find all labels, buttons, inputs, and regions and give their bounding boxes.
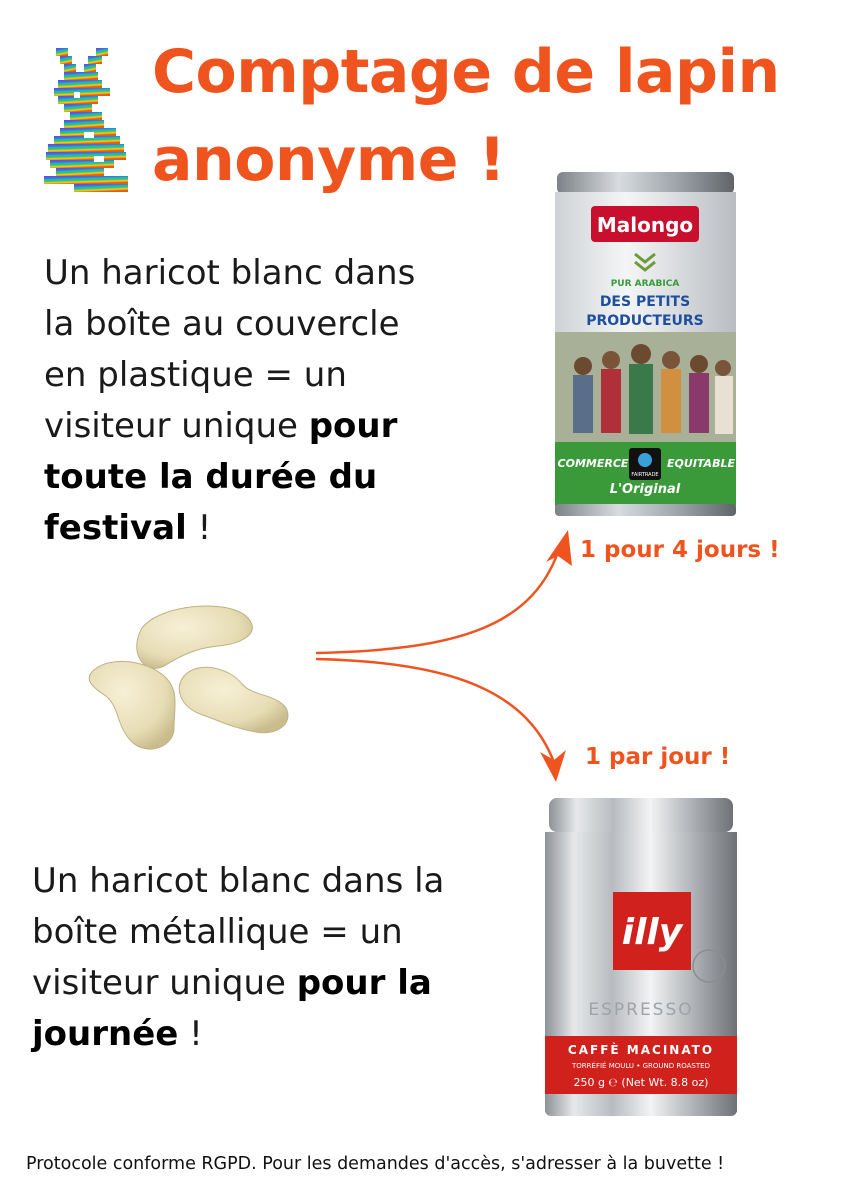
illy-metal-can-image (543, 796, 739, 1122)
arrow-label-four-days: 1 pour 4 jours ! (580, 537, 780, 563)
bean-shape (137, 606, 253, 668)
malongo-plastic-can-image (553, 170, 738, 525)
plastic-text-plain: Un haricot blanc dans la boîte au couvercle en plastique = un visiteur unique (44, 253, 416, 446)
split-arrows (300, 520, 590, 790)
white-beans-image (80, 596, 300, 766)
metal-text-end: ! (178, 1014, 203, 1054)
gdpr-footer: Protocole conforme RGPD. Pour les demandes d'accès, s'adresser à la buvette ! (26, 1154, 725, 1174)
malongo-line1: DES PETITS (599, 294, 691, 310)
bean-shape (89, 661, 175, 749)
metal-text-plain: Un haricot blanc dans la boîte métallique = un visiteur unique (32, 861, 445, 1003)
malongo-brand: Malongo (596, 213, 694, 237)
plastic-text-bold: pour toute la durée du festival (44, 406, 398, 548)
metal-text-bold: pour la journée (32, 963, 432, 1054)
illy-small: TORRÉFIÉ MOULU • GROUND ROASTED (572, 1062, 710, 1070)
malongo-band-left: COMMERCE (557, 457, 629, 470)
arrow-to-metal-box (316, 659, 556, 768)
illy-weight: 250 g ℮ (Net Wt. 8.8 oz) (573, 1076, 709, 1089)
illy-type: ESPRESSO (588, 1000, 694, 1020)
plastic-text-end: ! (186, 508, 212, 548)
malongo-tagline: PUR ARABICA (610, 279, 680, 289)
malongo-subtitle: L'Original (609, 482, 681, 497)
arrow-label-one-day: 1 par jour ! (585, 744, 731, 770)
arrow-to-plastic-box (316, 552, 558, 653)
illy-brand: illy (621, 912, 683, 953)
arrowhead-up (546, 530, 572, 566)
arrowhead-down (540, 750, 566, 782)
malongo-band-right: EQUITABLE (667, 457, 735, 470)
fairtrade-badge: FAIRTRADE (631, 472, 659, 478)
malongo-line2: PRODUCTEURS (586, 313, 704, 329)
plastic-box-explanation (44, 248, 424, 554)
producers-photo (555, 332, 736, 442)
rabbit-logo-icon (44, 48, 128, 196)
page-title: Comptage de lapin anonyme ! (152, 37, 780, 195)
bean-shape (179, 667, 288, 732)
illy-desc: CAFFÈ MACINATO (567, 1043, 715, 1057)
metal-box-explanation (32, 856, 452, 1060)
